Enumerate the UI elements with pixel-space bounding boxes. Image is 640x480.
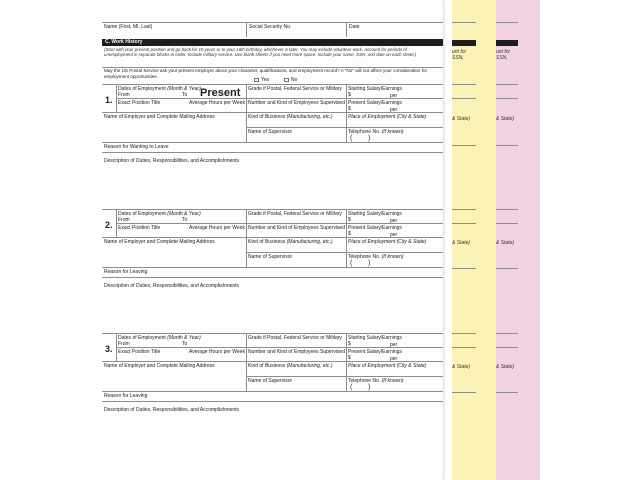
dates-label bbox=[118, 86, 201, 92]
pink-rule bbox=[496, 223, 518, 224]
rule bbox=[102, 142, 443, 143]
place-employment-label: Place of Employment (City & State) bbox=[348, 114, 427, 120]
telephone-text: Telephone No. bbox=[348, 254, 381, 260]
supervised-label: Number and Kind of Employees Supervised bbox=[248, 225, 345, 231]
telephone-hint: (If known) bbox=[381, 254, 404, 260]
pink-rule bbox=[496, 268, 518, 269]
pink-rule bbox=[496, 333, 518, 334]
rule bbox=[246, 376, 443, 377]
grade-label: Grade if Postal, Federal Service or Military bbox=[248, 86, 342, 92]
pink-rule bbox=[496, 84, 518, 85]
duties-label: Description of Duties, Responsibilities, and Accomplishments bbox=[104, 407, 240, 413]
phone-paren-close: ) bbox=[368, 135, 371, 142]
pink-peek-text: & State) bbox=[496, 240, 515, 246]
employer-address-label: Name of Employer and Complete Mailing Address bbox=[104, 363, 215, 369]
rule bbox=[246, 252, 443, 253]
yellow-peek-text: & State) bbox=[452, 116, 471, 122]
no-label: No bbox=[291, 77, 298, 83]
dollar-sign: $ bbox=[348, 341, 351, 347]
starting-salary-label: Starting Salary/Earnings bbox=[348, 335, 402, 341]
present-salary-label: Present Salary/Earnings bbox=[348, 349, 402, 355]
dates-label bbox=[118, 211, 201, 217]
telephone-text: Telephone No. bbox=[348, 129, 381, 135]
to-label: To bbox=[182, 341, 188, 347]
dollar-sign: $ bbox=[348, 92, 351, 98]
position-title-label: Exact Position Title bbox=[118, 100, 161, 106]
duties-label: Description of Duties, Responsibilities, and Accomplishments bbox=[104, 283, 240, 289]
telephone-label bbox=[348, 378, 404, 384]
divider bbox=[246, 84, 247, 142]
divider bbox=[346, 333, 347, 391]
supervisor-label: Name of Supervisor bbox=[248, 378, 293, 384]
position-title-label: Exact Position Title bbox=[118, 349, 161, 355]
form-page bbox=[102, 0, 443, 480]
avg-hours-label: Average Hours per Week bbox=[189, 225, 245, 231]
telephone-label bbox=[348, 129, 404, 135]
grade-label: Grade if Postal, Federal Service or Military bbox=[248, 335, 342, 341]
yellow-rule bbox=[452, 333, 476, 334]
telephone-text: Telephone No. bbox=[348, 378, 381, 384]
consent-yes[interactable] bbox=[254, 77, 269, 83]
present-salary-label: Present Salary/Earnings bbox=[348, 225, 402, 231]
to-label: To bbox=[182, 217, 188, 223]
starting-salary-label: Starting Salary/Earnings bbox=[348, 211, 402, 217]
yellow-peek-text: & State) bbox=[452, 364, 471, 370]
position-title-label: Exact Position Title bbox=[118, 225, 161, 231]
block-number: 3. bbox=[105, 344, 113, 354]
kind-business-hint: (Manufacturing, etc.) bbox=[286, 239, 333, 245]
to-label: To bbox=[182, 92, 188, 98]
yellow-rule bbox=[452, 98, 476, 99]
month-year-hint: (Month & Year) bbox=[167, 86, 201, 92]
pink-rule bbox=[496, 347, 518, 348]
yellow-rule bbox=[452, 347, 476, 348]
ssn-label: Social Security No. bbox=[249, 24, 292, 30]
starting-salary-label: Starting Salary/Earnings bbox=[348, 86, 402, 92]
yellow-peek-text: SSN, bbox=[452, 55, 464, 61]
dollar-sign: $ bbox=[348, 217, 351, 223]
divider bbox=[346, 84, 347, 142]
phone-paren-close: ) bbox=[368, 384, 371, 391]
month-year-hint: (Month & Year) bbox=[167, 211, 201, 217]
reason-label: Reason for Leaving bbox=[104, 393, 148, 399]
avg-hours-label: Average Hours per Week bbox=[189, 100, 245, 106]
yes-checkbox[interactable] bbox=[254, 78, 259, 82]
divider bbox=[346, 209, 347, 267]
employer-address-label: Name of Employer and Complete Mailing Address bbox=[104, 114, 215, 120]
per-label: per bbox=[390, 107, 398, 113]
divider bbox=[246, 22, 247, 37]
pink-peek-text: & State) bbox=[496, 364, 515, 370]
rule bbox=[102, 401, 443, 402]
reason-label: Reason for Leaving bbox=[104, 269, 148, 275]
telephone-label bbox=[348, 254, 404, 260]
divider bbox=[246, 333, 247, 391]
employer-address-label: Name of Employer and Complete Mailing Address bbox=[104, 239, 215, 245]
month-year-hint: (Month & Year) bbox=[167, 335, 201, 341]
yellow-copy-sheet bbox=[452, 0, 496, 480]
rule bbox=[102, 209, 443, 210]
phone-paren-open: ( bbox=[350, 135, 353, 142]
place-employment-label: Place of Employment (City & State) bbox=[348, 363, 427, 369]
pink-rule bbox=[496, 209, 518, 210]
reason-label: Reason for Wanting to Leave bbox=[104, 144, 169, 150]
telephone-hint: (If known) bbox=[381, 378, 404, 384]
section-instructions: (Start with your present position and go back for 10 years or to your 16th birthday, whichever is later. You may include volunteer work. Account for periods of unemployment in separate blocks in order. Include military service. Use blank sheets if you need more space. Include your name, SSN, and date on each sheet.) bbox=[104, 47, 417, 57]
rule bbox=[102, 391, 443, 392]
kind-business-text: Kind of Business bbox=[248, 363, 286, 369]
employer-contact-question: May the US Postal Service ask your present employer about your character, qualifications, and employment record? A "No" will not affect your consideration for employment opportunities. bbox=[104, 68, 428, 79]
kind-business-text: Kind of Business bbox=[248, 114, 286, 120]
pink-rule bbox=[496, 98, 518, 99]
avg-hours-label: Average Hours per Week bbox=[189, 349, 245, 355]
phone-paren-close: ) bbox=[368, 260, 371, 267]
place-employment-label: Place of Employment (City & State) bbox=[348, 239, 427, 245]
per-label: per bbox=[390, 232, 398, 238]
yellow-rule bbox=[452, 22, 476, 23]
rule bbox=[102, 277, 443, 278]
phone-paren-open: ( bbox=[350, 384, 353, 391]
yellow-section-bar bbox=[452, 40, 476, 46]
supervisor-label: Name of Supervisor bbox=[248, 129, 293, 135]
section-title: C. Work History bbox=[102, 39, 443, 46]
consent-no[interactable] bbox=[284, 77, 297, 83]
yellow-rule bbox=[452, 84, 476, 85]
pink-copy-sheet bbox=[496, 0, 540, 480]
divider bbox=[116, 333, 117, 361]
dates-text: Dates of Employment bbox=[118, 211, 166, 217]
rule bbox=[102, 333, 443, 334]
yellow-rule bbox=[452, 145, 476, 146]
yellow-rule bbox=[452, 209, 476, 210]
yellow-peek-text: unt for bbox=[452, 49, 467, 55]
dollar-sign: $ bbox=[348, 355, 351, 361]
rule bbox=[102, 267, 443, 268]
from-label: From bbox=[118, 341, 130, 347]
divider bbox=[246, 209, 247, 267]
rule bbox=[102, 152, 443, 153]
supervised-label: Number and Kind of Employees Supervised bbox=[248, 349, 345, 355]
pink-rule bbox=[496, 392, 518, 393]
rule bbox=[102, 84, 443, 85]
to-present-value[interactable]: Present bbox=[200, 87, 241, 99]
per-label: per bbox=[390, 342, 398, 348]
yellow-peek-text: & State) bbox=[452, 240, 471, 246]
pink-peek-text: unt for bbox=[496, 49, 511, 55]
dollar-sign: $ bbox=[348, 231, 351, 237]
yellow-rule bbox=[452, 223, 476, 224]
rule bbox=[102, 22, 443, 23]
kind-business-label bbox=[248, 114, 333, 120]
yellow-rule bbox=[452, 392, 476, 393]
date-label: Date bbox=[349, 24, 360, 30]
kind-business-hint: (Manufacturing, etc.) bbox=[286, 363, 333, 369]
per-label: per bbox=[390, 356, 398, 362]
per-label: per bbox=[390, 93, 398, 99]
pink-rule bbox=[496, 145, 518, 146]
pink-rule bbox=[496, 22, 518, 23]
dollar-sign: $ bbox=[348, 106, 351, 112]
divider bbox=[116, 84, 117, 112]
pink-peek-text: & State) bbox=[496, 116, 515, 122]
per-label: per bbox=[390, 218, 398, 224]
rule bbox=[246, 127, 443, 128]
supervisor-label: Name of Supervisor bbox=[248, 254, 293, 260]
block-number: 1. bbox=[105, 95, 113, 105]
from-label: From bbox=[118, 217, 130, 223]
yes-label: Yes bbox=[261, 77, 270, 83]
block-number: 2. bbox=[105, 220, 113, 230]
telephone-hint: (If known) bbox=[381, 129, 404, 135]
present-salary-label: Present Salary/Earnings bbox=[348, 100, 402, 106]
kind-business-hint: (Manufacturing, etc.) bbox=[286, 114, 333, 120]
yellow-rule bbox=[452, 268, 476, 269]
dates-label bbox=[118, 335, 201, 341]
dates-text: Dates of Employment bbox=[118, 335, 166, 341]
kind-business-label bbox=[248, 239, 333, 245]
supervised-label: Number and Kind of Employees Supervised bbox=[248, 100, 345, 106]
no-checkbox[interactable] bbox=[284, 78, 289, 82]
pink-section-bar bbox=[496, 40, 518, 46]
divider bbox=[116, 209, 117, 237]
divider bbox=[346, 22, 347, 37]
from-label: From bbox=[118, 92, 130, 98]
duties-label: Description of Duties, Responsibilities, and Accomplishments bbox=[104, 158, 240, 164]
kind-business-label bbox=[248, 363, 333, 369]
kind-business-text: Kind of Business bbox=[248, 239, 286, 245]
pink-peek-text: SSN, bbox=[496, 55, 508, 61]
dates-text: Dates of Employment bbox=[118, 86, 166, 92]
name-label: Name (First, MI, Last) bbox=[104, 24, 153, 30]
grade-label: Grade if Postal, Federal Service or Military bbox=[248, 211, 342, 217]
phone-paren-open: ( bbox=[350, 260, 353, 267]
